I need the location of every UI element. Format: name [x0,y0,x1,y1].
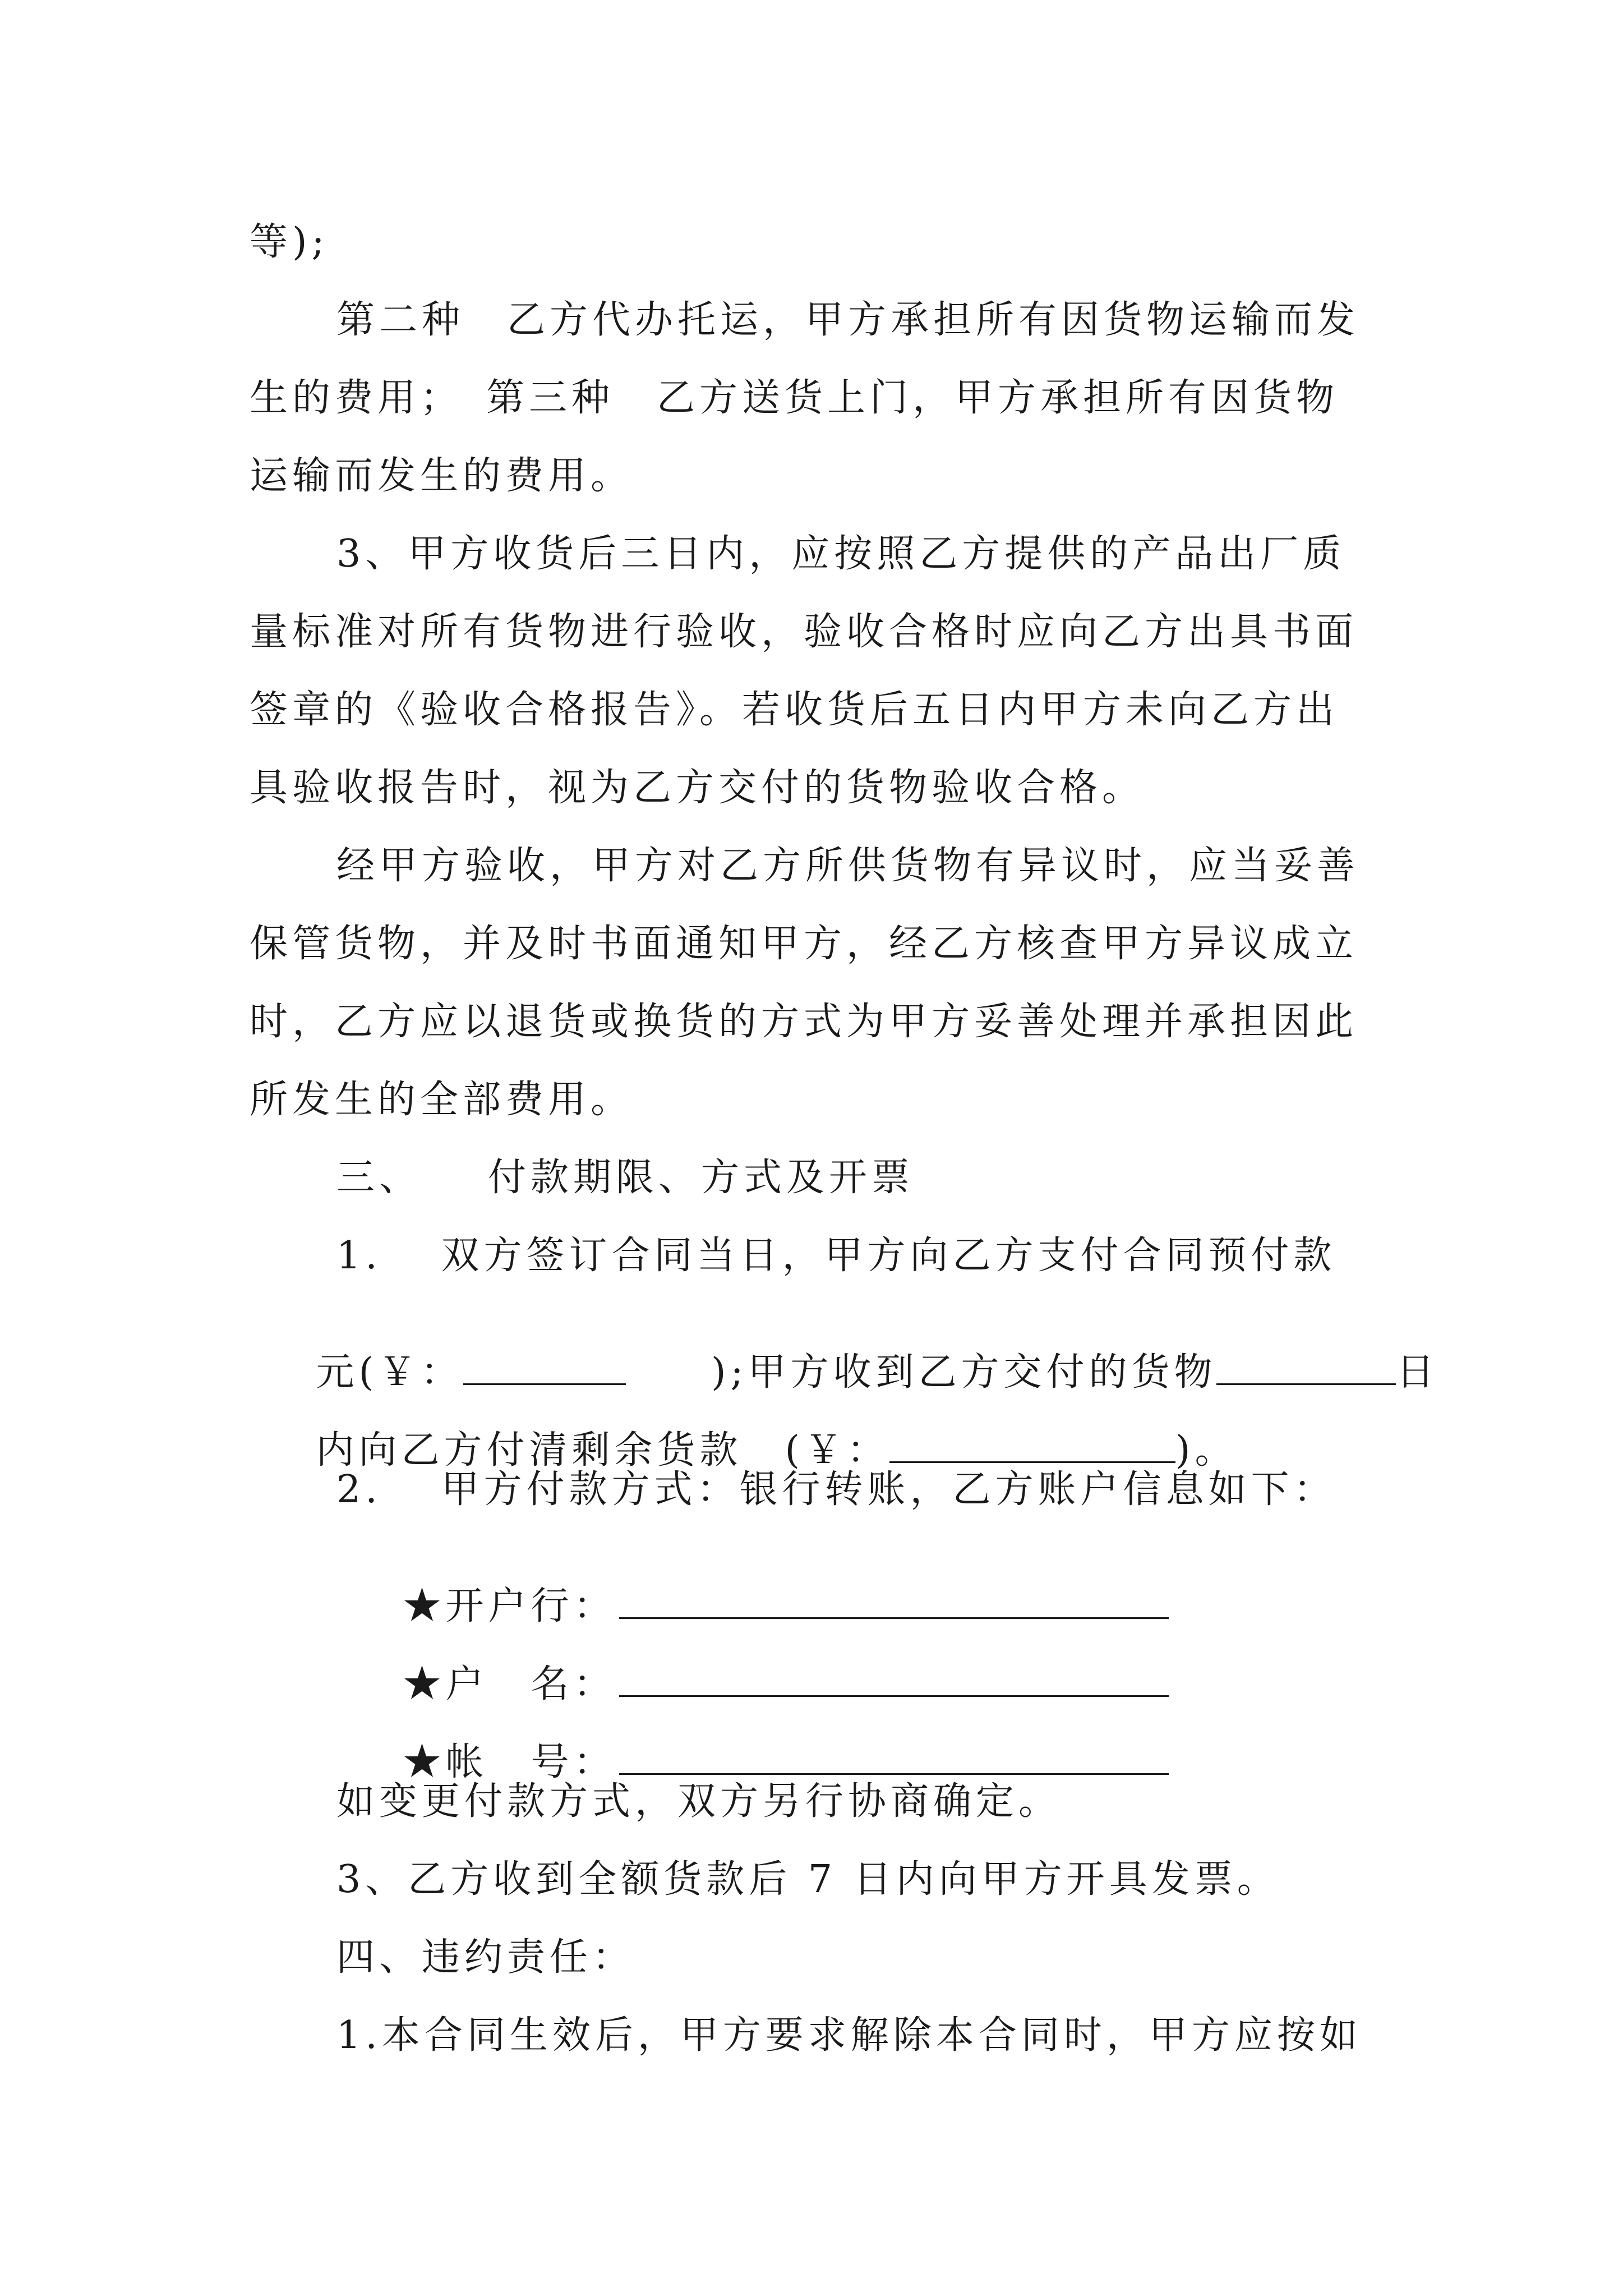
account-number-label: ★帐 号： [403,1740,616,1784]
text-line: 3、乙方收到全额货款后 7 日内向甲方开具发票。 [336,1857,1280,1902]
balance-amount-blank[interactable] [889,1431,1175,1463]
text-line: 签章的《验收合格报告》。若收货后五日内甲方未向乙方出 [250,688,1339,732]
text-line: 等); [250,220,329,264]
text-line: 量标准对所有货物进行验收，验收合格时应向乙方出具书面 [250,610,1358,654]
payment-days-blank[interactable] [1216,1353,1396,1385]
payment-middle: );甲方收到乙方交付的货物 [626,1350,1217,1395]
account-name-field[interactable] [619,1665,1169,1697]
section-heading: 三、 付款期限、方式及开票 [336,1156,915,1200]
text-line: 生的费用； 第三种 乙方送货上门，甲方承担所有因货物 [250,376,1339,420]
text-line: 经甲方验收，甲方对乙方所供货物有异议时，应当妥善 [336,844,1360,888]
text-line: 第二种 乙方代办托运，甲方承担所有因货物运输而发 [336,298,1360,342]
text-line: 时，乙方应以退货或换货的方式为甲方妥善处理并承担因此 [250,1000,1358,1044]
payment-suffix: 日 [1396,1350,1439,1395]
text-line: 1.本合同生效后，甲方要求解除本合同时，甲方应按如 [336,2013,1362,2058]
text-line: 运输而发生的费用。 [250,454,634,498]
section-heading: 四、违约责任： [336,1935,635,1980]
text-line: 3、甲方收货后三日内，应按照乙方提供的产品出厂质 [336,532,1346,576]
account-name-label: ★户 名： [403,1662,616,1706]
text-line: 1. 双方签订合同当日，甲方向乙方支付合同预付款 [336,1234,1336,1278]
balance-suffix: )。 [1175,1428,1238,1473]
text-line: 保管货物，并及时书面通知甲方，经乙方核查甲方异议成立 [250,922,1358,966]
balance-prefix: 内向乙方付清剩余货款 (￥： [316,1428,889,1473]
text-line: 所发生的全部费用。 [250,1078,634,1122]
text-line: 具验收报告时，视为乙方交付的货物验收合格。 [250,766,1145,810]
account-bank-field[interactable] [619,1587,1169,1619]
text-line: 如变更付款方式，双方另行协商确定。 [336,1779,1062,1824]
account-number-field[interactable] [619,1743,1169,1775]
account-bank-label: ★开户行： [403,1584,616,1628]
payment-prefix: 元(￥： [316,1350,463,1395]
prepayment-amount-blank[interactable] [463,1353,626,1385]
text-line: 2. 甲方付款方式：银行转账，乙方账户信息如下： [336,1467,1336,1512]
